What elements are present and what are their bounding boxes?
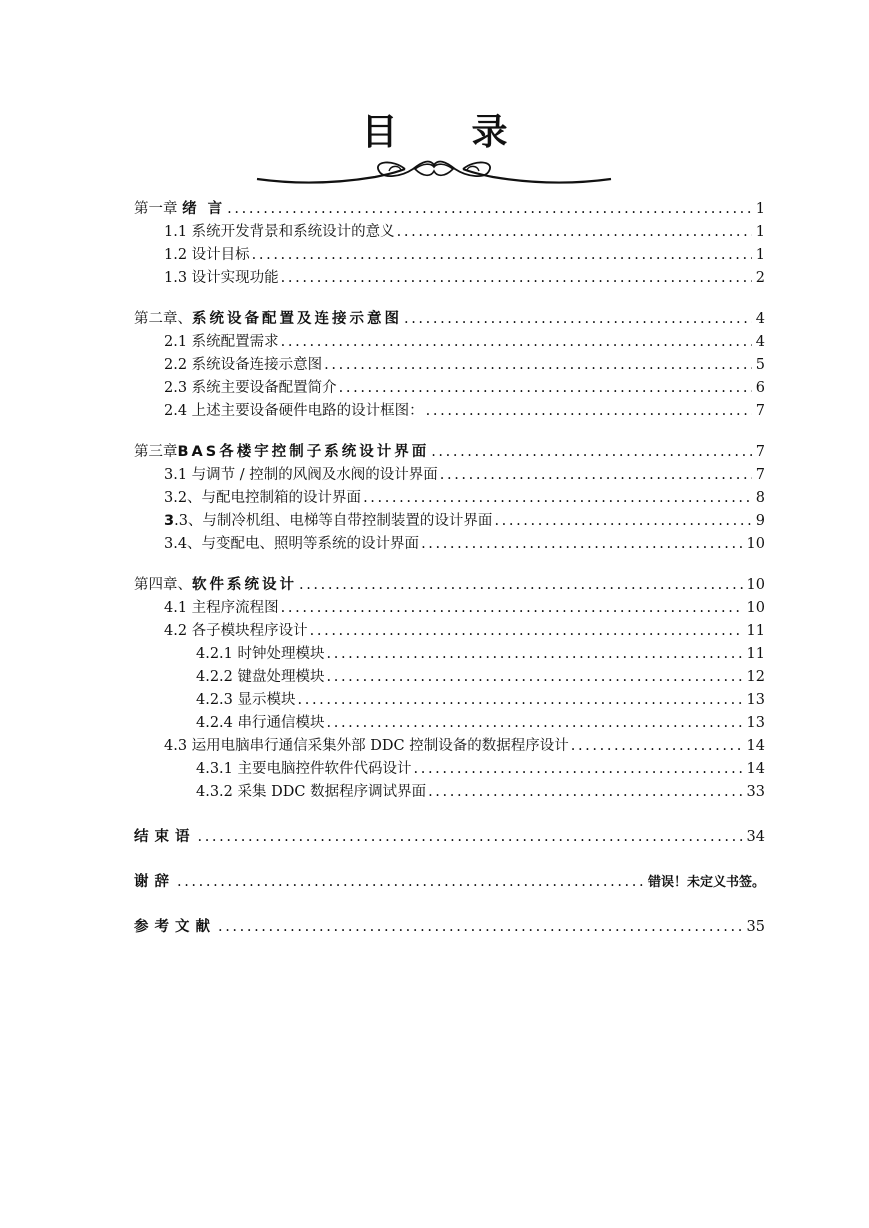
toc-section-4-3[interactable] [134,733,765,756]
leader-dots [327,714,743,733]
page-title [0,104,869,155]
toc-chapter-title: 绪 言 [182,201,226,217]
toc-chapter-prefix: 第三章 [134,444,178,460]
leader-dots [281,269,752,288]
toc-section-label: 4.3.2 采集 DDC 数据程序调试界面 [196,784,427,800]
toc-section-label: 3.2、与配电控制箱的设计界面 [164,490,362,506]
page-number: 6 [755,380,765,396]
leader-dots [404,310,752,329]
page-number: 13 [746,692,765,708]
toc-section-2-4[interactable] [134,398,765,421]
leader-dots [421,535,742,554]
page-number: 33 [746,784,765,800]
toc-section-4-3-2[interactable] [134,779,765,802]
leader-dots [440,466,752,485]
title-ornament [255,151,613,187]
bookmark-error-text: 错误！未定义书签。 [647,875,765,890]
toc-chapter-1[interactable] [134,196,765,219]
page-number: 5 [755,357,765,373]
toc-section-label: 2.2 系统设备连接示意图 [164,357,323,373]
page-number: 4 [755,311,765,327]
leader-dots [281,333,752,352]
toc-section-4-2-4[interactable] [134,710,765,733]
leader-dots [227,200,752,219]
toc-section-4-2-2[interactable] [134,664,765,687]
leader-dots [218,918,743,937]
toc-section-3-4[interactable] [134,531,765,554]
toc-section-label: 2.3 系统主要设备配置简介 [164,380,337,396]
toc-chapter-title: BAS各楼宇控制子系统设计界面 [177,444,430,460]
leader-dots [428,783,742,802]
toc-chapter-3[interactable] [134,439,765,462]
toc-chapter-2[interactable] [134,306,765,329]
page-number: 7 [755,403,765,419]
toc-section-2-3[interactable] [134,375,765,398]
leader-dots [327,668,743,687]
toc-section-label: .3、与制冷机组、电梯等自带控制装置的设计界面 [174,513,493,529]
leader-dots [281,599,743,618]
toc-section-label: 4.3 运用电脑串行通信采集外部 DDC 控制设备的数据程序设计 [164,738,569,754]
toc-chapter-title: 软件系统设计 [192,577,297,593]
toc-section-2-2[interactable] [134,352,765,375]
toc-section-3-1[interactable] [134,462,765,485]
leader-dots [414,760,743,779]
toc-section-label: 4.2.1 时钟处理模块 [196,646,325,662]
title-char-1: 目 [361,111,398,153]
table-of-contents [134,196,765,937]
page-number: 12 [746,669,765,685]
toc-section-label: 4.2 各子模块程序设计 [164,623,308,639]
page-number: 10 [746,600,765,616]
toc-section-4-3-1[interactable] [134,756,765,779]
page-number: 4 [755,334,765,350]
toc-section-label: 2.4 上述主要设备硬件电路的设计框图： [164,403,424,419]
toc-section-label: 4.3.1 主要电脑控件软件代码设计 [196,761,412,777]
page-number: 1 [755,224,765,240]
page-number: 13 [746,715,765,731]
leader-dots [494,512,751,531]
page-number: 1 [755,247,765,263]
toc-section-label: 4.2.4 串行通信模块 [196,715,325,731]
toc-chapter-prefix: 第一章 [134,201,178,217]
toc-section-label: 4.2.3 显示模块 [196,692,296,708]
leader-dots [327,645,743,664]
toc-section-label: 1.2 设计目标 [164,247,250,263]
leader-dots [252,246,752,265]
page-number: 11 [746,623,765,639]
page-number: 14 [746,738,765,754]
toc-section-label: 4.2.2 键盘处理模块 [196,669,325,685]
toc-section-label: 3.4、与变配电、照明等系统的设计界面 [164,536,420,552]
toc-section-4-2-1[interactable] [134,641,765,664]
toc-section-1-2[interactable] [134,242,765,265]
toc-chapter-prefix: 第四章、 [134,577,192,593]
toc-section-3-2[interactable] [134,485,765,508]
toc-entry-title: 参考文献 [134,919,216,935]
leader-dots [339,379,752,398]
page-number: 10 [746,536,765,552]
toc-section-label: 1.3 设计实现功能 [164,270,279,286]
leader-dots [310,622,743,641]
leader-dots [397,223,752,242]
toc-conclusion[interactable] [134,824,765,847]
page-number: 9 [755,513,765,529]
title-char-2: 录 [471,111,508,153]
toc-chapter-4[interactable] [134,572,765,595]
leader-dots [298,691,743,710]
leader-dots [198,828,743,847]
toc-section-1-3[interactable] [134,265,765,288]
toc-section-4-1[interactable] [134,595,765,618]
toc-section-4-2[interactable] [134,618,765,641]
page-number: 10 [746,577,765,593]
leader-dots [571,737,743,756]
page-number: 11 [746,646,765,662]
page-number: 1 [755,201,765,217]
leader-dots [299,576,743,595]
leader-dots [177,873,644,892]
toc-section-label: 4.1 主程序流程图 [164,600,279,616]
leader-dots [426,402,752,421]
page-number: 8 [755,490,765,506]
leader-dots [324,356,752,375]
toc-section-4-2-3[interactable] [134,687,765,710]
leader-dots [431,443,752,462]
page-number: 2 [755,270,765,286]
page-number: 14 [746,761,765,777]
toc-section-label: 2.1 系统配置需求 [164,334,279,350]
toc-section-label: 3.1 与调节 / 控制的风阀及水阀的设计界面 [164,467,438,483]
page-number: 7 [755,467,765,483]
toc-chapter-prefix: 第二章、 [134,311,192,327]
toc-acknowledgements[interactable] [134,869,765,892]
toc-section-number: 3 [164,513,175,529]
toc-section-1-1[interactable] [134,219,765,242]
toc-section-label: 1.1 系统开发背景和系统设计的意义 [164,224,395,240]
page-number: 7 [755,444,765,460]
toc-section-2-1[interactable] [134,329,765,352]
leader-dots [363,489,752,508]
toc-chapter-title: 系统设备配置及连接示意图 [192,311,402,327]
page-number: 34 [746,829,765,845]
toc-section-3-3[interactable] [134,508,765,531]
page-number: 35 [746,919,765,935]
toc-entry-title: 谢辞 [134,874,175,890]
toc-references[interactable] [134,914,765,937]
toc-entry-title: 结束语 [134,829,196,845]
